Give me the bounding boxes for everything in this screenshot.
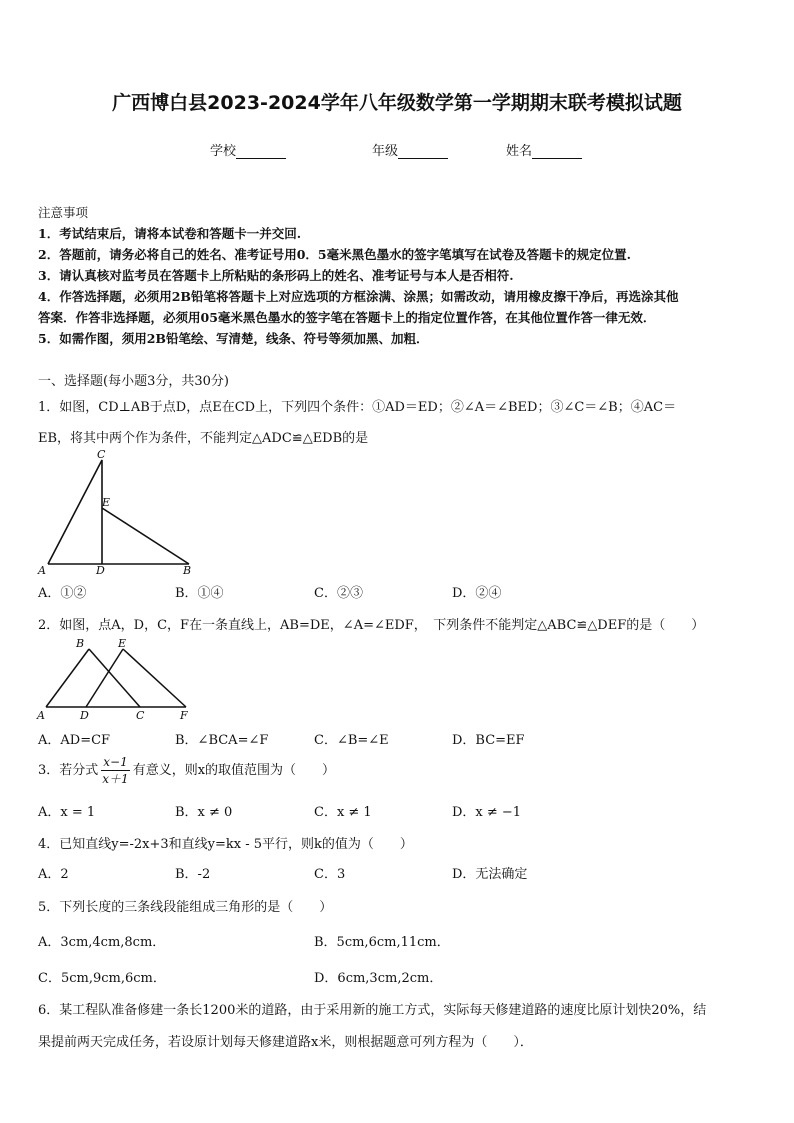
q5-option-b[interactable]: B．5cm,6cm,11cm．: [314, 935, 450, 950]
q6-text-line2: 果提前两天完成任务，若设原计划每天修建道路x米，则根据题意可列方程为（ ）．: [38, 1035, 533, 1050]
section-heading: 一、选择题(每小题3分，共30分): [38, 374, 229, 389]
school-field[interactable]: [210, 140, 286, 159]
q5-option-d[interactable]: D．6cm,3cm,2cm．: [314, 971, 443, 986]
q2-option-c[interactable]: C．∠B=∠E: [314, 733, 389, 748]
q1-option-b[interactable]: B．①④: [175, 586, 224, 601]
segment-ab: [46, 649, 89, 707]
label-c: C: [136, 709, 145, 722]
q4-option-c[interactable]: C．3: [314, 867, 346, 882]
page-title: 广西博白县2023-2024学年八年级数学第一学期期末联考模拟试题: [112, 92, 682, 114]
school-label: 学校: [210, 144, 237, 159]
q1-option-a[interactable]: A．①②: [38, 586, 87, 601]
q4-text: 4．已知直线y=-2x+3和直线y=kx - 5平行，则k的值为（ ）: [38, 837, 413, 852]
name-label: 姓名: [506, 144, 533, 159]
q3-numerator: x−1: [103, 755, 128, 769]
name-blank[interactable]: [532, 146, 582, 159]
q1-text-line2: EB，将其中两个作为条件，不能判定△ADC≌△EDB的是: [38, 431, 369, 446]
label-a: A: [38, 564, 46, 577]
q3-option-b[interactable]: B．x ≠ 0: [175, 805, 233, 820]
q2-option-b[interactable]: B．∠BCA=∠F: [175, 733, 269, 748]
notice-heading: 注意事项: [38, 205, 89, 220]
triangle-adc: [48, 460, 102, 564]
notice-item: 5．如需作图，须用2B铅笔绘、写清楚，线条、符号等须加黑、加粗．: [38, 331, 429, 346]
grade-label: 年级: [372, 144, 399, 159]
name-field[interactable]: [506, 140, 582, 159]
segment-de: [86, 649, 123, 707]
label-b: B: [76, 637, 85, 650]
grade-blank[interactable]: [398, 146, 448, 159]
grade-field[interactable]: [372, 140, 448, 159]
segment-eb: [102, 508, 189, 564]
q2-option-d[interactable]: D．BC=EF: [452, 733, 525, 748]
q3-option-d[interactable]: D．x ≠ −1: [452, 805, 522, 820]
q3-denominator: x＋1: [102, 772, 129, 786]
school-blank[interactable]: [236, 146, 286, 159]
label-e: E: [102, 496, 111, 509]
notice-item: 2．答题前，请务必将自己的姓名、准考证号用0．5毫米黑色墨水的签字笔填写在试卷及答题卡的规定位置.: [38, 247, 631, 262]
q3-suffix: 有意义，则x的取值范围为（ ）: [132, 763, 336, 778]
q3-fraction: [100, 754, 130, 787]
q1-option-c[interactable]: C．②③: [314, 586, 363, 601]
q3-option-a[interactable]: A．x = 1: [38, 805, 96, 820]
q2-figure: [34, 633, 194, 725]
label-c: C: [97, 448, 106, 461]
label-e: E: [118, 637, 127, 650]
q4-option-d[interactable]: D．无法确定: [452, 867, 528, 882]
q4-option-a[interactable]: A．2: [38, 867, 69, 882]
label-b: B: [183, 564, 192, 577]
q1-figure: [34, 446, 204, 578]
label-f: F: [180, 709, 188, 722]
q1-option-d[interactable]: D．②④: [452, 586, 502, 601]
q3-text: [38, 754, 335, 787]
notice-item: 答案．作答非选择题，必须用05毫米黑色墨水的签字笔在答题卡上的指定位置作答，在其他位置作答一律无效．: [38, 310, 656, 325]
q1-text-line1: 1．如图，CD⊥AB于点D，点E在CD上，下列四个条件：①AD＝ED；②∠A＝∠BED；③∠C＝∠B；④AC＝: [38, 400, 677, 415]
label-a: A: [37, 709, 45, 722]
q5-text: 5．下列长度的三条线段能组成三角形的是（ ）: [38, 900, 333, 915]
q4-option-b[interactable]: B．-2: [175, 867, 211, 882]
label-d: D: [96, 564, 105, 577]
q3-option-c[interactable]: C．x ≠ 1: [314, 805, 372, 820]
q2-text: 2．如图，点A，D，C，F在一条直线上，AB=DE，∠A=∠EDF， 下列条件不能判定△ABC≌△DEF的是（ ）: [38, 618, 705, 633]
notice-item: 4．作答选择题，必须用2B铅笔将答题卡上对应选项的方框涂满、涂黑；如需改动，请用橡皮擦干净后，再选涂其他: [38, 289, 679, 304]
notice-item: 1．考试结束后，请将本试卷和答题卡一并交回.: [38, 226, 302, 241]
q2-option-a[interactable]: A．AD=CF: [38, 733, 111, 748]
notice-item: 3．请认真核对监考员在答题卡上所粘贴的条形码上的姓名、准考证号与本人是否相符.: [38, 268, 514, 283]
q6-text-line1: 6．某工程队准备修建一条长1200米的道路，由于采用新的施工方式，实际每天修建道路的速度比原计划快20%，结: [38, 1003, 707, 1018]
q3-prefix: 3．若分式: [38, 763, 99, 778]
label-d: D: [80, 709, 89, 722]
q5-option-c[interactable]: C．5cm,9cm,6cm．: [38, 971, 166, 986]
q5-option-a[interactable]: A．3cm,4cm,8cm．: [38, 935, 166, 950]
